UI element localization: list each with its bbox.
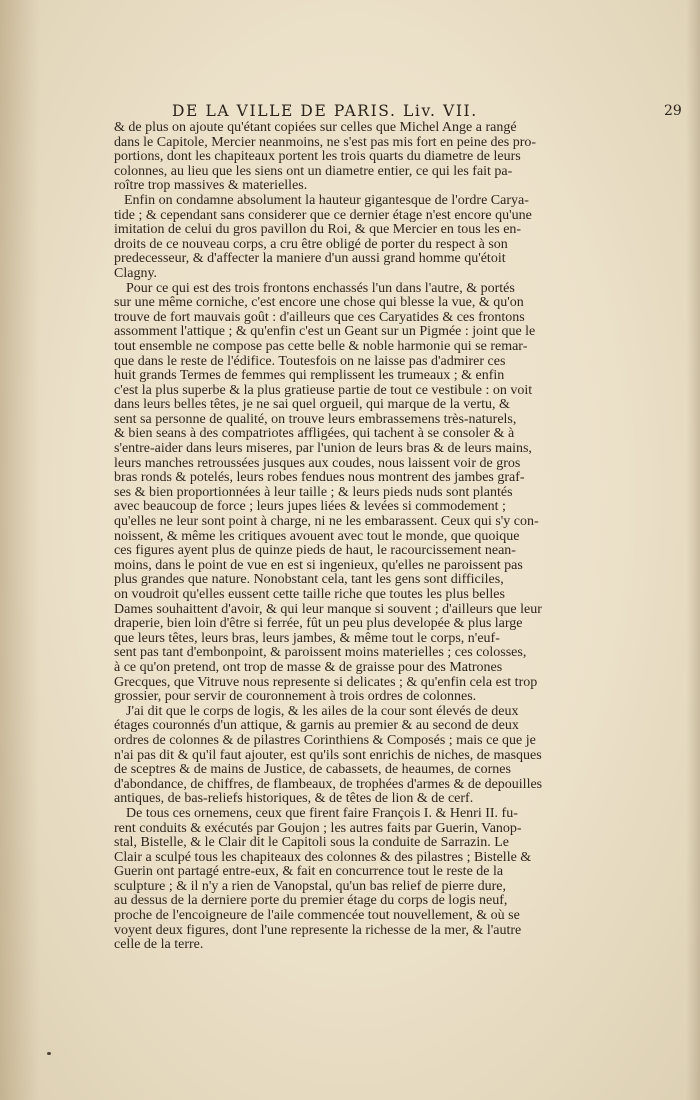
text-line: assomment l'attique ; & qu'enfin c'est un Geant sur un Pigmée : joint que le (114, 325, 536, 340)
text-line: sculpture ; & il n'y a rien de Vanopstal, qu'un bas relief de pierre dure, (114, 879, 506, 894)
body-text (114, 121, 690, 953)
text-line: portions, dont les chapiteaux portent les trois quarts du diametre de leurs (114, 150, 521, 165)
text-line: ordres de colonnes & de pilastres Corinthiens & Composés ; mais ce que je (114, 733, 536, 748)
text-line: droits de ce nouveau corps, a cru être obligé de porter du respect à son (114, 237, 508, 252)
text-line: ces figures ayent plus de quinze pieds de haut, le racourcissement nean- (114, 544, 516, 559)
text-line: roître trop massives & materielles. (114, 179, 308, 194)
text-line: Guerin ont partagé entre-eux, & fait en concurrence tout le reste de la (114, 865, 504, 880)
text-line: c'est la plus superbe & la plus gratieuse partie de tout ce vestibule : on voit (114, 383, 533, 398)
text-line: Dames souhaittent d'avoir, & qui leur manque si souvent ; d'ailleurs que leur (114, 602, 542, 617)
text-line: tide ; & cependant sans considerer que ce dernier étage n'est encore qu'une (114, 208, 532, 223)
text-line: & de plus on ajoute qu'étant copiées sur celles que Michel Ange a rangé (114, 121, 517, 135)
text-line: noissent, & même les critiques avouent avec tout le monde, que quoique (114, 529, 520, 544)
text-line: & bien seans à des compatriotes affligées, qui tachent à se consoler & à (114, 427, 515, 442)
text-line: sur une même corniche, c'est encore une chose qui blesse la vue, & qu'on (114, 296, 524, 311)
text-line: Grecques, que Vitruve nous represente si delicates ; & qu'enfin cela est trop (114, 675, 538, 690)
text-line: que dans le reste de l'édifice. Toutesfois on ne laisse pas d'admirer ces (114, 354, 506, 369)
text-line: Clagny. (114, 266, 158, 281)
text-line: J'ai dit que le corps de logis, & les ailes de la cour sont élevés de deux (126, 704, 519, 719)
text-line: avec beaucoup de force ; leurs jupes liées & levées si commodement ; (114, 500, 506, 515)
text-line: Clair a sculpé tous les chapiteaux des colonnes & des pilastres ; Bistelle & (114, 850, 532, 865)
text-line: à ce qu'on pretend, ont trop de masse & de graisse pour des Matrones (114, 660, 503, 675)
text-line: colonnes, au lieu que les siens ont un diametre entier, ce qui les fait pa- (114, 164, 513, 179)
text-line: grossier, pour servir de couronnement à trois ordres de colonnes. (114, 690, 477, 705)
text-line: plus grandes que nature. Nonobstant cela, tant les gens sont difficiles, (114, 573, 504, 588)
text-line: de sceptres & de mains de Justice, de cabassets, de heaumes, de cornes (114, 763, 511, 778)
text-line: trouve de fort mauvais goût : d'ailleurs que ces Caryatides & ces frontons (114, 310, 525, 325)
text-line: antiques, de bas-reliefs historiques, & de têtes de lion & de cerf. (114, 792, 474, 807)
text-line: huit grands Termes de femmes qui remplissent les trumeaux ; & enfin (114, 369, 505, 384)
text-line: sent sa personne de qualité, on trouve leurs embrassemens très-naturels, (114, 412, 517, 427)
text-line: dans leurs belles têtes, je ne sai quel orgueil, qui marque de la vertu, & (114, 398, 510, 413)
text-line: imitation de celui du gros pavillon du Roi, & que Mercier en tous les en- (114, 223, 522, 238)
text-line: s'entre-aider dans leurs miseres, par l'union de leurs bras & de leurs mains, (114, 442, 532, 457)
text-line: celle de la terre. (114, 938, 204, 953)
text-line: Enfin on condamne absolument la hauteur gigantesque de l'ordre Carya- (124, 193, 529, 208)
text-line: que leurs têtes, leurs bras, leurs jambes, & même tout le corps, n'euf- (114, 631, 500, 646)
text-line: predecesseur, & d'affecter la maniere d'un aussi grand homme qu'étoit (114, 252, 506, 267)
text-line: ses & bien proportionnées à leur taille ; & leurs pieds nuds sont plantés (114, 485, 513, 500)
text-line: Pour ce qui est des trois frontons enchassés l'un dans l'autre, & portés (126, 281, 515, 296)
text-line: sent pas tant d'embonpoint, & paroissent moins materielles ; ces colosses, (114, 646, 527, 661)
text-line: au dessus de la derniere porte du premier étage du corps de logis neuf, (114, 894, 508, 909)
text-line: moins, dans le point de vue en est si ingenieux, qu'elles ne paroissent pas (114, 558, 523, 573)
text-line: stal, Bistelle, & le Clair dit le Capitoli sous la conduite de Sarrazin. Le (114, 836, 510, 851)
text-line: dans le Capitole, Mercier neanmoins, ne s'est pas mis fort en peine des pro- (114, 135, 537, 150)
text-line: tout ensemble ne compose pas cette belle & noble harmonie qui se remar- (114, 339, 528, 354)
text-line: proche de l'encoigneure de l'aile commencée tout nouvellement, & où se (114, 909, 520, 924)
ink-speck (47, 1052, 51, 1055)
text-line: d'abondance, de chiffres, de flambeaux, de trophées d'armes & de depouilles (114, 777, 543, 792)
text-line: n'ai pas dit & qu'il faut ajouter, est qu'ils sont enrichis de niches, de masques (114, 748, 542, 763)
text-line: qu'elles ne leur sont point à charge, ni ne les embarassent. Ceux qui s'y con- (114, 515, 539, 530)
page-number: 29 (664, 103, 682, 119)
text-line: bras ronds & potelés, leurs robes fendues nous montrent des jambes graf- (114, 471, 525, 486)
text-line: rent conduits & exécutés par Goujon ; les autres faits par Guerin, Vanop- (114, 821, 522, 836)
text-line: draperie, bien loin d'être si ferrée, fût un peu plus developée & plus large (114, 617, 523, 632)
text-line: étages couronnés d'un attique, & garnis au premier & au second de deux (114, 719, 519, 734)
text-line: leurs manches retroussées jusques aux coudes, nous laissent voir de gros (114, 456, 521, 471)
text-line: De tous ces ornemens, ceux que firent faire François I. & Henri II. fu- (126, 806, 518, 821)
header-title: DE LA VILLE DE PARIS. Liv. VII. (172, 102, 478, 120)
text-line: on voudroit qu'elles eussent cette taille riche que toutes les plus belles (114, 588, 505, 602)
text-line: voyent deux figures, dont l'une represente la richesse de la mer, & l'autre (114, 923, 522, 938)
